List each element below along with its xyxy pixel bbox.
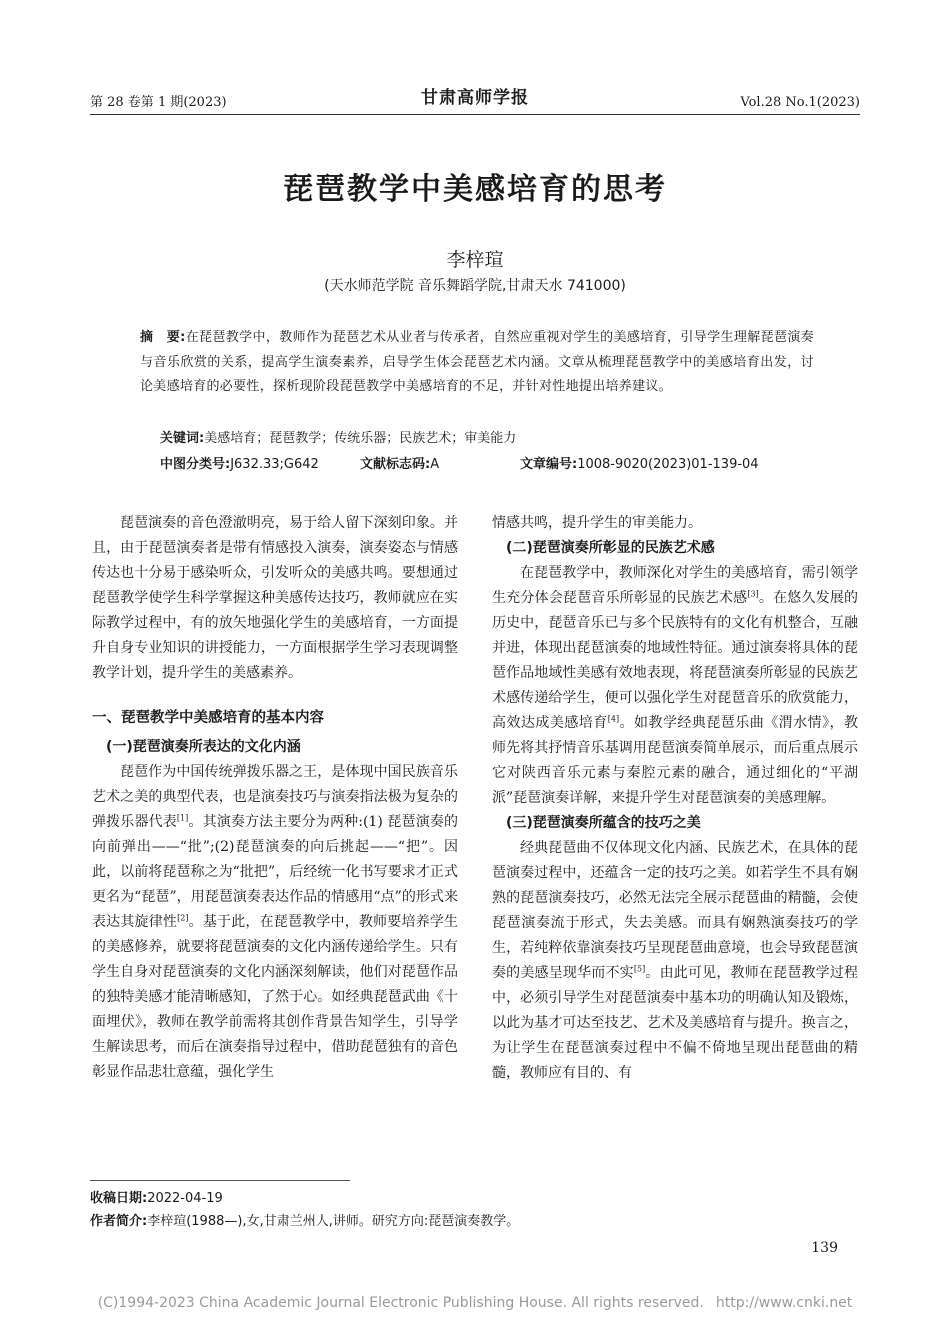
paragraph-national-art: 在琵琶教学中，教师深化对学生的美感培育，需引领学生充分体会琵琶音乐所彰显的民族艺术感[3]。在悠久发展的历史中，琵琶音乐已与多个民族特有的文化有机整合，互融并进，体现出琵琶演奏的地域性特征。通过演奏将具体的琵琶作品地域性美感有效地表现，将琵琶演奏所彰显的民族艺术感传递给学生，便可以强化学生对琵琶音乐的欣赏能力，高效达成美感培育[4]。如教学经典琵琶乐曲《渭水情》，教师先将其抒情音乐基调用琵琶演奏简单展示，而后重点展示它对陕西音乐元素与秦腔元素的融合，通过细化的“平湖派”琵琶演奏详解，来提升学生对琵琶演奏的美感理解。 [492, 565, 859, 806]
received-label: 收稿日期: [90, 1191, 148, 1206]
paragraph-technique-beauty: 经典琵琶曲不仅体现文化内涵、民族艺术，在具体的琵琶演奏过程中，还蕴含一定的技巧之美。如若学生不具有娴熟的琵琶演奏技巧，必然无法完全展示琵琶曲的精髓，会使琵琶演奏流于形式，失去美感。而具有娴熟演奏技巧的学生，若纯粹依靠演奏技巧呈现琵琶曲意境，也会导致琵琶演奏的美感呈现华而不实[5]。由此可见，教师在琵琶教学过程中，必须引导学生对琵琶演奏中基本功的明确认知及锻炼，以此为基才可达至技艺、艺术及美感培育与提升。换言之，为让学生在琵琶演奏过程中不偏不倚地呈现出琵琶曲的精髓，教师应有目的、有 [492, 840, 859, 1081]
running-header-left: 第 28 卷第 1 期(2023) [90, 95, 227, 110]
keywords [160, 428, 820, 450]
copyright-notice [0, 1295, 950, 1311]
keywords-text: 美感培育；琵琶教学；传统乐器；民族艺术；审美能力 [204, 431, 517, 446]
subsection-heading-2: (二)琵琶演奏所彰显的民族艺术感 [506, 540, 715, 556]
author-affiliation: (天水师范学院 音乐舞蹈学院,甘肃天水 741000) [324, 278, 626, 294]
section-heading-1: 一、琵琶教学中美感培育的基本内容 [92, 710, 324, 726]
classification-line [160, 454, 820, 476]
intro-paragraph: 琵琶演奏的音色澄澈明亮，易于给人留下深刻印象。并且，由于琵琶演奏者是带有情感投入演奏，演奏姿态与情感传达也十分易于感染听众，引发听众的美感共鸣。要想通过琵琶教学使学生科学掌握这种美感传达技巧，教师就应在实际教学过程中，有的放矢地强化学生的美感培育，一方面提升自身专业知识的讲授能力，一方面根据学生学习表现调整教学计划，提升学生的美感素养。 [92, 515, 458, 681]
article-author: 李梓瑄 [446, 249, 504, 271]
abstract [140, 326, 814, 400]
article-id-value: 1008-9020(2023)01-139-04 [577, 457, 759, 472]
page-number: 139 [811, 1240, 838, 1256]
clc-value: J632.33;G642 [230, 457, 319, 472]
clc-label: 中图分类号: [160, 457, 231, 472]
article-id-label: 文章编号: [520, 457, 578, 472]
bio-value: 李梓瑄(1988—),女,甘肃兰州人,讲师。研究方向:琵琶演奏教学。 [147, 1214, 520, 1229]
keywords-label: 关键词: [160, 431, 205, 446]
subsection-heading-3: (三)琵琶演奏所蕴含的技巧之美 [506, 815, 701, 831]
subsection-heading-1: (一)琵琶演奏所表达的文化内涵 [106, 739, 301, 755]
footnote-rule [90, 1180, 350, 1181]
citation-3: [3] [747, 589, 759, 599]
copyright-url[interactable]: http://www.cnki.net [715, 1295, 853, 1311]
journal-name: 甘肃高师学报 [421, 88, 529, 108]
copyright-text: (C)1994-2023 China Academic Journal Electronic Publishing House. All rights reserved. [97, 1295, 704, 1311]
running-header-right: Vol.28 No.1(2023) [740, 95, 860, 110]
received-date [90, 1188, 223, 1210]
citation-4: [4] [607, 714, 620, 724]
doc-code-label: 文献标志码: [360, 457, 431, 472]
paragraph-cultural-connotation: 琵琶作为中国传统弹拨乐器之王，是体现中国民族音乐艺术之美的典型代表，也是演奏技巧与演奏指法极为复杂的弹拨乐器代表[1]。其演奏方法主要分为两种:(1) 琵琶演奏的向前弹出——“批”;(2)琵琶演奏的向后挑起——“把”。因此，以前将琵琶称之为“批把”，后经统一化书写要求才正式更名为“琵琶”，用琵琶演奏表达作品的情感用“点”的形式来表达其旋律性[2]。基于此，在琵琶教学中，教师要培养学生的美感修养，就要将琵琶演奏的文化内涵传递给学生。只有学生自身对琵琶演奏的文化内涵深刻解读，他们对琵琶作品的独特美感才能清晰感知，了然于心。如经典琵琶武曲《十面埋伏》，教师在教学前需将其创作背景告知学生，引导学生解读思考，而后在演奏指导过程中，借助琵琶独有的音色彰显作品悲壮意蕴，强化学生 [92, 764, 459, 1080]
abstract-text: 在琵琶教学中，教师作为琵琶艺术从业者与传承者，自然应重视对学生的美感培育，引导学生理解琵琶演奏与音乐欣赏的关系，提高学生演奏素养，启导学生体会琵琶艺术内涵。文章从梳理琵琶教学中的美感培育出发，讨论美感培育的必要性，探析现阶段琵琶教学中美感培育的不足，并针对性地提出培养建议。 [140, 330, 814, 394]
author-bio [90, 1211, 519, 1233]
continued-paragraph: 情感共鸣，提升学生的审美能力。 [492, 515, 702, 531]
body-column-right [492, 511, 858, 1086]
citation-1: [1] [176, 813, 189, 823]
article-title: 琵琶教学中美感培育的思考 [283, 172, 667, 207]
bio-label: 作者简介: [90, 1214, 148, 1229]
header-rule [90, 114, 860, 115]
doc-code-value: A [430, 457, 440, 472]
received-value: 2022-04-19 [147, 1191, 223, 1206]
body-column-left [92, 511, 458, 1085]
citation-5: [5] [633, 964, 646, 974]
citation-2: [2] [177, 913, 189, 923]
abstract-label: 摘 要: [140, 330, 186, 345]
